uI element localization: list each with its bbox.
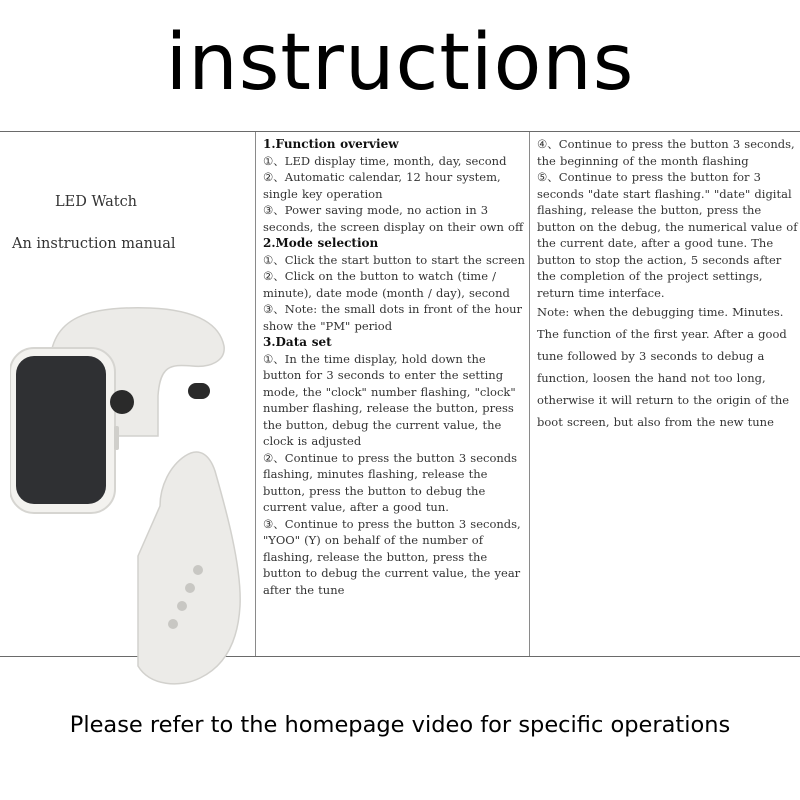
instruction-manual-panel — [0, 131, 800, 657]
text-line: ①、In the time display, hold down the button for 3 seconds to enter the setting mode, the "clock" number flashing, "clock" number flashing, release the button, press the button, debug the current value, the clock is adjusted — [263, 351, 516, 448]
right-column — [529, 132, 800, 656]
section-heading-function-overview: 1.Function overview — [263, 137, 399, 151]
manual-subtitle: An instruction manual — [12, 236, 176, 252]
smartwatch-icon — [10, 306, 246, 696]
text-line: ②、Automatic calendar, 12 hour system, single key operation — [263, 170, 501, 201]
text-line: ②、Click on the button to watch (time / minute), date mode (month / day), second ③、Note: the small dots in front of the hour show the "PM" period — [263, 269, 523, 333]
text-line: ①、LED display time, month, day, second — [263, 153, 507, 168]
section-heading-mode-selection: 2.Mode selection — [263, 236, 379, 250]
text-line: ⑤、Continue to press the button for 3 seconds "date start flashing." "date" digital flashing, release the button, press the button on the debug, the numerical value of the current date, after a good tune. The button to stop the action, 5 seconds after the completion of the project settings, return time interface. — [537, 170, 798, 300]
text-line: ④、Continue to press the button 3 seconds, the beginning of the month flashing — [537, 137, 795, 168]
text-line: ③、Power saving mode, no action in 3 seconds, the screen display on their own off — [263, 203, 524, 234]
page-title: instructions — [165, 18, 635, 108]
text-line: ①、Click the start button to start the screen — [263, 252, 525, 267]
text-line: ③、Continue to press the button 3 seconds, "YOO" (Y) on behalf of the number of flashing, release the button, press the button to debug the current value, the year after the tune — [263, 516, 521, 597]
section-heading-data-set: 3.Data set — [263, 335, 332, 349]
product-name: LED Watch — [55, 194, 138, 210]
footer-notice: Please refer to the homepage video for specific operations — [69, 712, 731, 738]
middle-column — [255, 132, 529, 656]
debug-note: Note: when the debugging time. Minutes. The function of the first year. After a good tune followed by 3 seconds to debug a function, loosen the hand not too long, otherwise it will return to the origin of the boot screen, but also from the new tune — [537, 305, 790, 429]
left-column — [0, 132, 255, 656]
text-line: ②、Continue to press the button 3 seconds flashing, minutes flashing, release the button, press the button to debug the current value, after a good tun. — [263, 450, 518, 514]
